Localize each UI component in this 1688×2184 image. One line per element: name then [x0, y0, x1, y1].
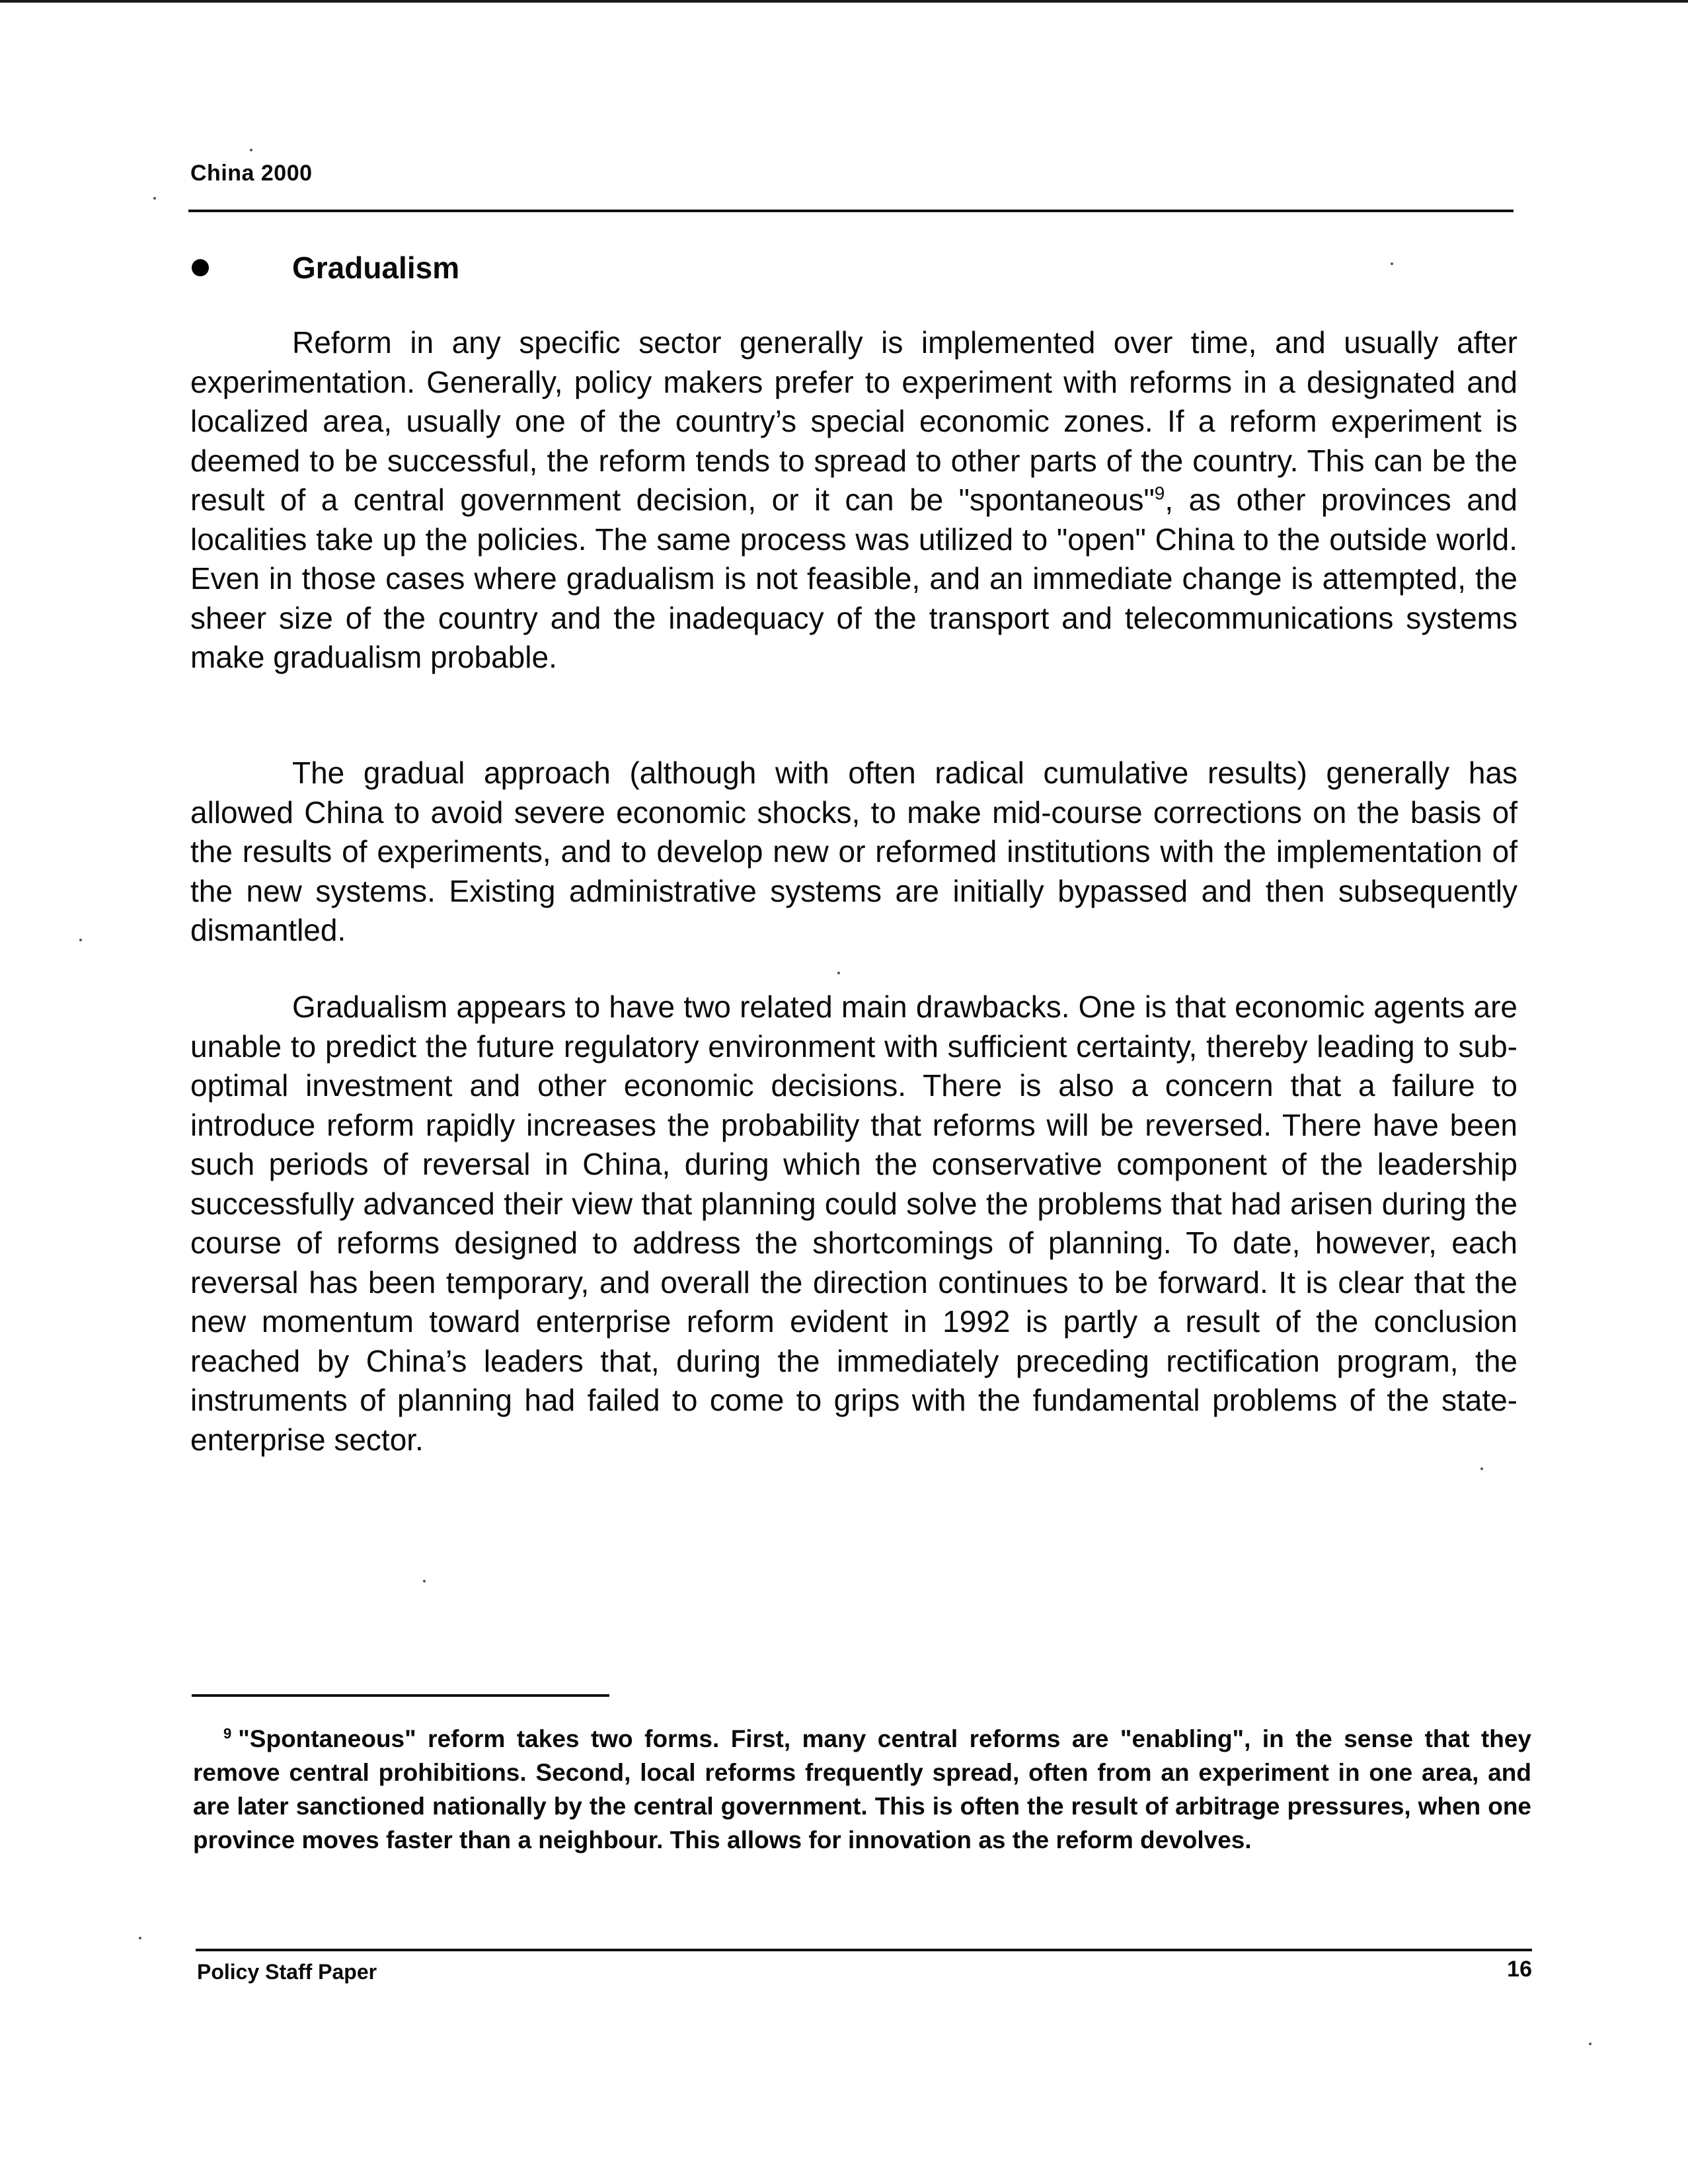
header-rule: [188, 210, 1514, 212]
paragraph-text: Reform in any specific sector generally is implemented over time, and usually after experimentation. Generally, policy makers prefer to experiment with reforms in a designated and localized area, usually one of the country’s special economic zones. If a reform experiment is deemed to be successful, the reform tends to spread to other parts of the country. This can be the result of a central government decision, or it can be "spontaneous": [190, 325, 1517, 517]
scan-speck: [837, 972, 840, 974]
footnote: [193, 1722, 1531, 1857]
scan-speck: [79, 939, 82, 941]
body-paragraph: [190, 754, 1517, 951]
section-title: Gradualism: [292, 251, 460, 285]
scan-speck: [139, 1937, 141, 1939]
scan-speck: [1589, 2043, 1592, 2045]
section-heading: [192, 250, 459, 286]
paragraph-text: The gradual approach (although with often radical cumulative results) generally has allowed China to avoid severe economic shocks, to make mid-course corrections on the basis of the results of experiments, and to develop new or reformed institutions with the implementation of the new systems. Existing administrative systems are initially bypassed and then subsequently dismantled.: [190, 756, 1517, 947]
scan-edge: [0, 0, 1688, 3]
scan-speck: [1391, 262, 1393, 265]
footnote-separator: [192, 1694, 609, 1697]
footnote-reference: 9: [1154, 483, 1165, 504]
paragraph-text: , as other provinces and localities take up the policies. The same process was utilized to "open" China to the outside world. Even in those cases where gradualism is not feasible, and an immediate change is attempted, the sheer size of the country and the inadequacy of the transport and telecommunications systems make gradualism probable.: [190, 483, 1518, 674]
page-number: 16: [1507, 1957, 1532, 1982]
scan-speck: [1480, 1467, 1483, 1470]
body-paragraph: [190, 323, 1517, 678]
scan-speck: [250, 149, 252, 151]
bullet-icon: [192, 259, 209, 276]
body-paragraph: [190, 988, 1517, 1460]
running-head: China 2000: [190, 161, 313, 186]
footnote-marker: 9: [223, 1725, 232, 1742]
paragraph-text: Gradualism appears to have two related main drawbacks. One is that economic agents are unable to predict the future regulatory environment with sufficient certainty, thereby leading to sub-optimal investment and other economic decisions. There is also a concern that a failure to introduce reform rapidly increases the probability that reforms will be reversed. There have been such periods of reversal in China, during which the conservative component of the leadership successfully advanced their view that planning could solve the problems that had arisen during the course of reforms designed to address the shortcomings of planning. To date, however, each reversal has been temporary, and overall the direction continues to be forward. It is clear that the new momentum toward enterprise reform evident in 1992 is partly a result of the conclusion reached by China’s leaders that, during the immediately preceding rectification program, the instruments of planning had failed to come to grips with the fundamental problems of the state-enterprise sector.: [190, 990, 1517, 1457]
footer-label: Policy Staff Paper: [197, 1960, 377, 1984]
footnote-text: "Spontaneous" reform takes two forms. First, many central reforms are "enabling", in the sense that they remove central prohibitions. Second, local reforms frequently spread, often from an experiment in one area, and are later sanctioned nationally by the central government. This is often the result of arbitrage pressures, when one province moves faster than a neighbour. This allows for innovation as the reform devolves.: [193, 1725, 1531, 1853]
scan-speck: [153, 197, 156, 200]
scan-speck: [423, 1580, 426, 1582]
footer-rule: [196, 1949, 1532, 1951]
